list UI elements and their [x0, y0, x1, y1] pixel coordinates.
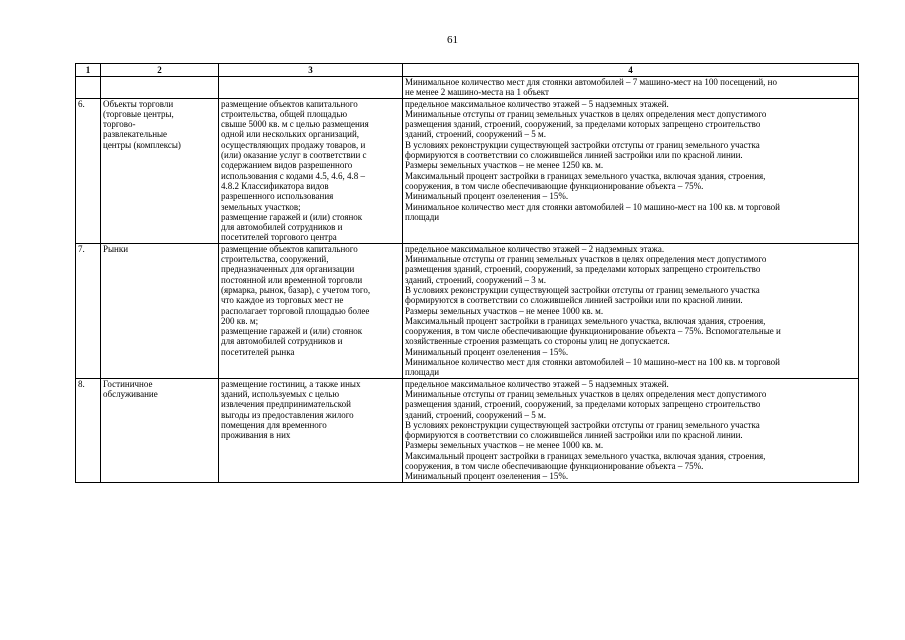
- use-name-cell: Объекты торговли (торговые центры, торгово- развлекательные центры (комплексы): [101, 98, 219, 243]
- parameters-cell: предельное максимальное количество этажей – 5 надземных этажей. Минимальные отступы от границ земельных участков в целях определения мест допустимого размещения зданий, строений, сооружений, за пределами которых запрещено строительство зданий, строений, сооружений – 5 м. В условиях реконструкции существующей застройки отступы от границ земельного участка формируются в соответствии со сложившейся линией застройки или по красной линии. Размеры земельных участков – не менее 1250 кв. м. Максимальный процент застройки в границах земельного участка, включая здания, строения, сооружения, в том числе обеспечивающие функционирование объекта – 75%. Минимальный процент озеленения – 15%. Минимальное количество мест для стоянки автомобилей – 10 машино-мест на 100 кв. м торговой площади: [403, 98, 859, 243]
- use-name-cell: Гостиничное обслуживание: [101, 378, 219, 482]
- column-header: 2: [101, 64, 219, 77]
- table-header-row: [76, 64, 859, 77]
- page-number: 61: [447, 34, 458, 46]
- column-header: 1: [76, 64, 101, 77]
- use-name-cell: [101, 77, 219, 99]
- parameters-cell: предельное максимальное количество этажей – 2 надземных этажа. Минимальные отступы от границ земельных участков в целях определения мест допустимого размещения зданий, строений, сооружений, за пределами которых запрещено строительство зданий, строений, сооружений – 3 м. В условиях реконструкции существующей застройки отступы от границ земельного участка формируются в соответствии со сложившейся линией застройки или по красной линии. Размеры земельных участков – не менее 1000 кв. м. Максимальный процент застройки в границах земельного участка, включая здания, строения, сооружения, в том числе обеспечивающие функционирование объекта – 75%. Вспомогательные и хозяйственные строения размещать со стороны улиц не допускается. Минимальный процент озеленения – 15%. Минимальное количество мест для стоянки автомобилей – 10 машино-мест на 100 кв. м торговой площади: [403, 243, 859, 378]
- column-header: 4: [403, 64, 859, 77]
- table-row: [76, 243, 859, 378]
- row-number-cell: [76, 77, 101, 99]
- table-row: [76, 378, 859, 482]
- use-description-cell: размещение объектов капитального строительства, сооружений, предназначенных для организации постоянной или временной торговли (ярмарка, рынок, базар), с учетом того, что каждое из торговых мест не располагает торговой площадью более 200 кв. м; размещение гаражей и (или) стоянок для автомобилей сотрудников и посетителей рынка: [219, 243, 403, 378]
- table-row: [76, 98, 859, 243]
- use-name-cell: Рынки: [101, 243, 219, 378]
- column-header: 3: [219, 64, 403, 77]
- use-description-cell: [219, 77, 403, 99]
- row-number-cell: 8.: [76, 378, 101, 482]
- row-number-cell: 6.: [76, 98, 101, 243]
- table-row: [76, 77, 859, 99]
- regulations-table: [75, 63, 859, 483]
- use-description-cell: размещение гостиниц, а также иных зданий, используемых с целью извлечения предпринимательской выгоды из предоставления жилого помещения для временного проживания в них: [219, 378, 403, 482]
- use-description-cell: размещение объектов капитального строительства, общей площадью свыше 5000 кв. м с целью размещения одной или нескольких организаций, осуществляющих продажу товаров, и (или) оказание услуг в соответствии с содержанием видов разрешенного использования с кодами 4.5, 4.6, 4.8 – 4.8.2 Классификатора видов разрешенного использования земельных участков; размещение гаражей и (или) стоянок для автомобилей сотрудников и посетителей торгового центра: [219, 98, 403, 243]
- parameters-cell: предельное максимальное количество этажей – 5 надземных этажей. Минимальные отступы от границ земельных участков в целях определения мест допустимого размещения зданий, строений, сооружений, за пределами которых запрещено строительство зданий, строений, сооружений – 5 м. В условиях реконструкции существующей застройки отступы от границ земельного участка формируются в соответствии со сложившейся линией застройки или по красной линии. Размеры земельных участков – не менее 1000 кв. м. Максимальный процент застройки в границах земельного участка, включая здания, строения, сооружения, в том числе обеспечивающие функционирование объекта – 75%. Минимальный процент озеленения – 15%.: [403, 378, 859, 482]
- parameters-cell: Минимальное количество мест для стоянки автомобилей – 7 машино-мест на 100 посещений, но не менее 2 машино-места на 1 объект: [403, 77, 859, 99]
- row-number-cell: 7.: [76, 243, 101, 378]
